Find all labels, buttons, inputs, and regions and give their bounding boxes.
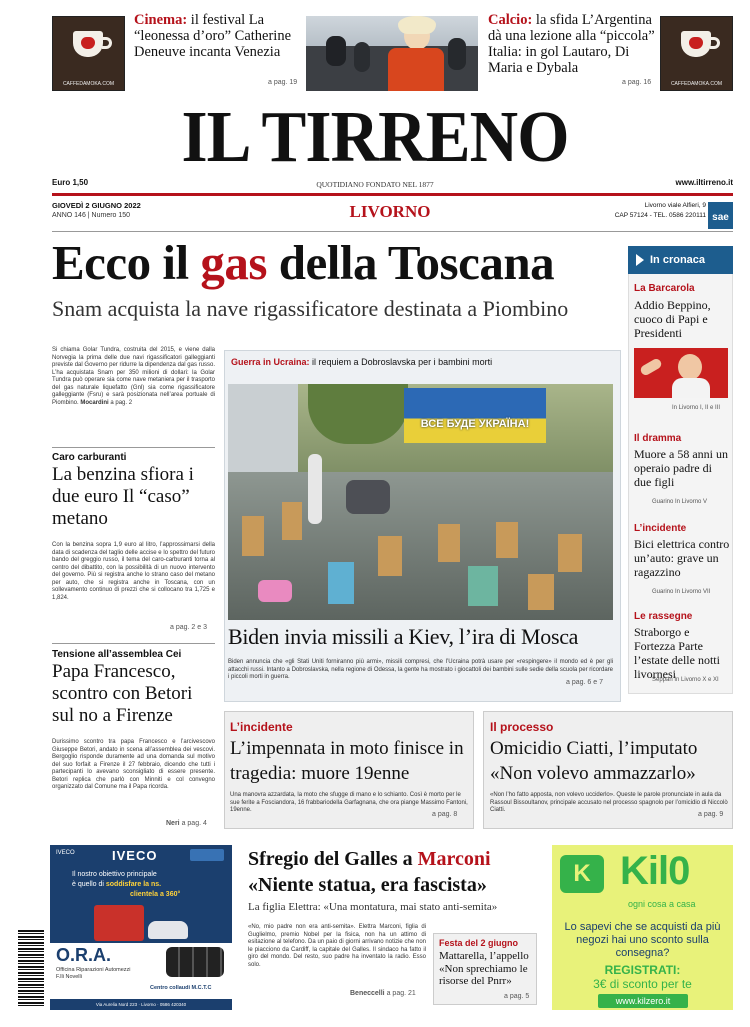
sidebar-credit: Guarino In Livorno V: [652, 499, 708, 505]
website[interactable]: www.iltirreno.it: [675, 178, 733, 187]
kilo-icon: K: [560, 855, 604, 893]
pope-kicker: Tensione all’assemblea Cei: [52, 649, 182, 660]
fuel-body: Con la benzina sopra 1,9 euro al litro, l’approssimarsi della data di scadenza del taglio delle accise e lo spettro del futuro bando del greggio russo, il tema del caro-carburanti torna al centro del dibattito, con la possibilità di un nuovo intervento del governo. Più si registra anche lo strano caso del metano per auto, che si registra anche in Toscana, con un sollevamento continuo di prezzi che si collocano tra 1,725 e 1,824.: [52, 542, 215, 601]
fuel-headline[interactable]: La benzina sfiora i due euro Il “caso” metano: [52, 464, 194, 529]
page-ref: a pag. 21: [386, 990, 416, 997]
cafe-brand: CAFFEDAMOKA.COM: [670, 81, 723, 87]
teaser-text: il festival La “leonessa d’oro” Catherine Deneuve incanta Venezia: [134, 12, 292, 60]
page-ref: a pag. 4: [181, 820, 207, 827]
byline: Neri: [166, 820, 180, 827]
address-2: CAP 57124 - TEL. 0586 220111: [614, 212, 706, 219]
headline-part: Marconi: [417, 848, 491, 870]
festa-text: Mattarella, l’appello «Non sprechiamo le risorse del Pnrr»: [439, 950, 529, 987]
ciatti-body: «Non l’ho fatto apposta, non volevo ucciderlo». Queste le parole pronunciate in aula da Rassoul Bissoultanov, principale accusato nel processo spagnolo per l’omicidio di Niccolò Ciatti.: [490, 792, 728, 813]
ukraine-headline[interactable]: Biden invia missili a Kiev, l’ira di Mosca: [228, 624, 579, 649]
kilo-text2: REGISTRATI:: [604, 963, 681, 977]
fuel-kicker: Caro carburanti: [52, 452, 127, 463]
ukraine-photo: [228, 384, 613, 620]
ad-footer: Via Aurelia Nord 223 · Livorno · 0586 420340: [50, 999, 232, 1010]
col-rule: [52, 643, 215, 644]
page-ref: a pag. 2: [110, 399, 133, 406]
sidebar-text: Bici elettrica contro un’auto: grave un ragazzino: [634, 537, 730, 579]
teaser-page: a pag. 19: [268, 79, 298, 86]
sidebar-kicker: L’incidente: [634, 523, 687, 534]
ad-desc2: F.lli Novelli: [56, 974, 82, 980]
headline-part: Sfregio del Galles a: [248, 848, 418, 870]
ad-name: O.R.A.: [56, 945, 112, 965]
moto-kicker: L’incidente: [230, 720, 293, 734]
deneuve-photo: [306, 16, 478, 91]
ciatti-headline[interactable]: Omicidio Ciatti, l’imputato «Non volevo ammazzarlo»: [490, 738, 698, 784]
kilo-text1: Lo sapevi che se acquisti da più negozi hai uno sconto sulla consegna?: [564, 921, 721, 959]
ukraine-page: a pag. 6 e 7: [566, 679, 603, 686]
sidebar-text: Straborgo e Fortezza Parte l’estate delle notti livornesi: [634, 625, 720, 681]
marconi-body: [248, 924, 426, 969]
sidebar-credit: Guarino In Livorno VII: [652, 589, 711, 595]
tires-icon: [166, 947, 224, 977]
edition: LIVORNO: [349, 202, 431, 221]
ad-kilo[interactable]: [552, 845, 733, 1010]
cafe-brand: CAFFEDAMOKA.COM: [62, 81, 115, 87]
car-icon: [148, 921, 188, 939]
lead-body-text: Si chiama Golar Tundra, costruita del 2015, e viene dalla Norvegia la prima delle due navi rigassificatori galleggianti previste dal Governo per ridurre la dipendenza dal gas russo. L’ha acquistata Snam per 350 milioni di dollari: la Golar Tundra può operare sia come nave metaniera per il trasporto del gas naturale liquefatto (Gnl) sia come rigassificatore galleggiante (Fsru) e sarà posizionata nell’area portuale di Piombino.: [52, 347, 215, 406]
truck-icon: [94, 905, 144, 941]
lead-body: [52, 347, 215, 407]
sidebar-text: Addio Beppino, cuoco di Papi e Presidenti: [634, 298, 711, 340]
masthead-title: IL TIRRENO: [181, 96, 569, 177]
marconi-page: [350, 990, 416, 997]
ad-desc1: Officina Riparazioni Automezzi: [56, 967, 131, 973]
price: Euro 1,50: [52, 178, 89, 187]
lead-subhead: Snam acquista la nave rigassificatore destinata a Piombino: [52, 296, 569, 321]
sidebar-kicker: Il dramma: [634, 433, 682, 444]
ad-small-brand: IVECO: [56, 850, 75, 856]
address-1: Livorno viale Alfieri, 9: [644, 202, 706, 209]
marconi-body-text: «No, mio padre non era anti-semita». Elettra Marconi, figlia di Guglielmo, premio Nobel per la fisica, non ha un attimo di esitazione al telefono. Da un paio di giorni arrivano notizie che non le piacciono da Cardiff, la capitale del Galles. Il sindaco ha fatto il giro del mondo. Del resto, suo padre ha inventato la radio. Esso solo.: [248, 924, 426, 968]
ad-line2: [72, 881, 161, 888]
sae-logo: [708, 202, 733, 229]
sidebar-item-dramma[interactable]: [634, 433, 730, 489]
kilo-text3: 3€ di sconto per te: [593, 977, 692, 991]
ad-line2-b: soddisfare la ns.: [105, 881, 162, 888]
ukraine-banner: ВСЕ БУДЕ УКРАЇНА!: [420, 418, 530, 430]
ciatti-page: a pag. 9: [698, 811, 724, 818]
byline: Mocardini: [80, 399, 109, 406]
sidebar-credit: Seppan In Livorno X e XI: [652, 677, 719, 683]
sidebar-credit: In Livorno I, II e III: [672, 405, 721, 411]
ciatti-kicker: Il processo: [490, 720, 554, 734]
kilo-tagline: ogni cosa a casa: [628, 899, 696, 909]
sidebar-item-barcarola[interactable]: [634, 283, 730, 340]
headline-part: gas: [200, 235, 267, 290]
moto-headline[interactable]: L’impennata in moto finisce in tragedia: muore 19enne: [230, 738, 464, 784]
byline: Beneccelli: [350, 990, 385, 997]
ad-line2-a: è quello di: [72, 881, 104, 888]
festa-page: a pag. 5: [504, 993, 530, 1000]
kicker: Guerra in Ucraina:: [231, 357, 310, 367]
kicker-text: il requiem a Dobroslavska per i bambini morti: [312, 357, 493, 367]
teaser-kicker: Cinema:: [134, 12, 188, 28]
col-rule: [52, 447, 215, 448]
sidebar-text: Muore a 58 anni un operaio padre di due figli: [634, 447, 728, 489]
lead-headline[interactable]: [52, 233, 554, 293]
sidebar-header: [628, 246, 733, 274]
pope-body-text: Durissimo scontro tra papa Francesco e l’arcivescovo Giuseppe Betori, andato in scena all’assemblea dei vescovi. Bergoglio risponde duramente ad una domanda sul motivo del suo forfait a Firenze il 27 febbraio, dicendo che tutti i partecipanti lo avevano sconsigliato di essere presente. Betori replica che parlò con Minniti e col convegno organizzato dal Comune ma il Papa ricorda.: [52, 739, 215, 790]
moto-page: a pag. 8: [432, 811, 458, 818]
ad-centre: Centro collaudi M.C.T.C: [150, 985, 212, 991]
date-rule: [52, 231, 733, 232]
pope-page: [166, 820, 207, 827]
ukraine-kicker: [231, 357, 492, 367]
headline-part: «Niente statua, era fascista»: [248, 874, 487, 896]
masthead-rule: [52, 193, 733, 196]
date: GIOVEDÌ 2 GIUGNO 2022: [52, 201, 141, 210]
teaser-cinema[interactable]: [134, 12, 302, 60]
pope-body: [52, 739, 215, 792]
kilo-url[interactable]: www.kilzero.it: [598, 994, 688, 1008]
teaser-text: la sfida L’Argentina dà una lezione alla “piccola” Italia: in gol Lautaro, Di Maria e Dybala: [488, 12, 655, 76]
sidebar-kicker: Le rassegne: [634, 611, 693, 622]
pope-headline[interactable]: Papa Francesco, scontro con Betori sul no a Firenze: [52, 661, 193, 726]
issue: ANNO 146 | Numero 150: [52, 212, 131, 219]
sidebar-kicker: La Barcarola: [634, 283, 695, 294]
teaser-page: a pag. 16: [622, 79, 652, 86]
sidebar-item-rassegne[interactable]: [634, 611, 730, 681]
sidebar-item-incidente[interactable]: [634, 523, 730, 579]
marconi-subhead: La figlia Elettra: «Una montatura, mai stato anti-semita»: [248, 901, 498, 913]
cup-icon: [73, 31, 103, 57]
cafe-logo-left: [52, 16, 125, 91]
sae-text: sae: [712, 212, 729, 223]
masthead-subtitle: QUOTIDIANO FONDATO NEL 1877: [316, 180, 434, 189]
kilo-logo: Kil0: [620, 849, 690, 893]
sidebar-header-label: In cronaca: [650, 254, 706, 266]
marconi-headline[interactable]: [248, 846, 538, 898]
ad-iveco[interactable]: [50, 845, 232, 1010]
beppino-photo: [634, 348, 728, 398]
barcode: [18, 930, 44, 1008]
ad-line1: Il nostro obiettivo principale: [72, 871, 157, 878]
teaser-calcio[interactable]: [488, 12, 658, 76]
moto-body: Una manovra azzardata, la moto che sfugge di mano e lo schianto. Così è morto per le sue ferite a Fosciandora, 16 frabbariodella Garfagnana, che ora piange Massimo Fantoni, 19enne.: [230, 792, 468, 813]
fuel-page: a pag. 2 e 3: [170, 624, 207, 631]
arrow-icon: [636, 254, 644, 266]
festa-kicker: Festa del 2 giugno: [439, 938, 519, 948]
ad-line3: clientela a 360°: [130, 891, 181, 898]
headline-part: Ecco il: [52, 235, 201, 290]
cup-icon: [681, 31, 711, 57]
ukraine-body: Biden annuncia che «gli Stati Uniti forniranno più armi», missili compresi, che l’Ucraina potrà usare per «respingere» il mondo ed è per gli attacchi russi. Intanto a Dobroslavska, nella regione di Odessa, la gente ha mostrato i giocattoli dei bambini sulle sedie della scuola per ricordare i piccoli morti in guerra.: [228, 659, 613, 680]
headline-part: della Toscana: [267, 235, 555, 290]
cafe-logo-right: [660, 16, 733, 91]
ad-brand: IVECO: [112, 848, 158, 863]
teaser-kicker: Calcio:: [488, 12, 533, 28]
